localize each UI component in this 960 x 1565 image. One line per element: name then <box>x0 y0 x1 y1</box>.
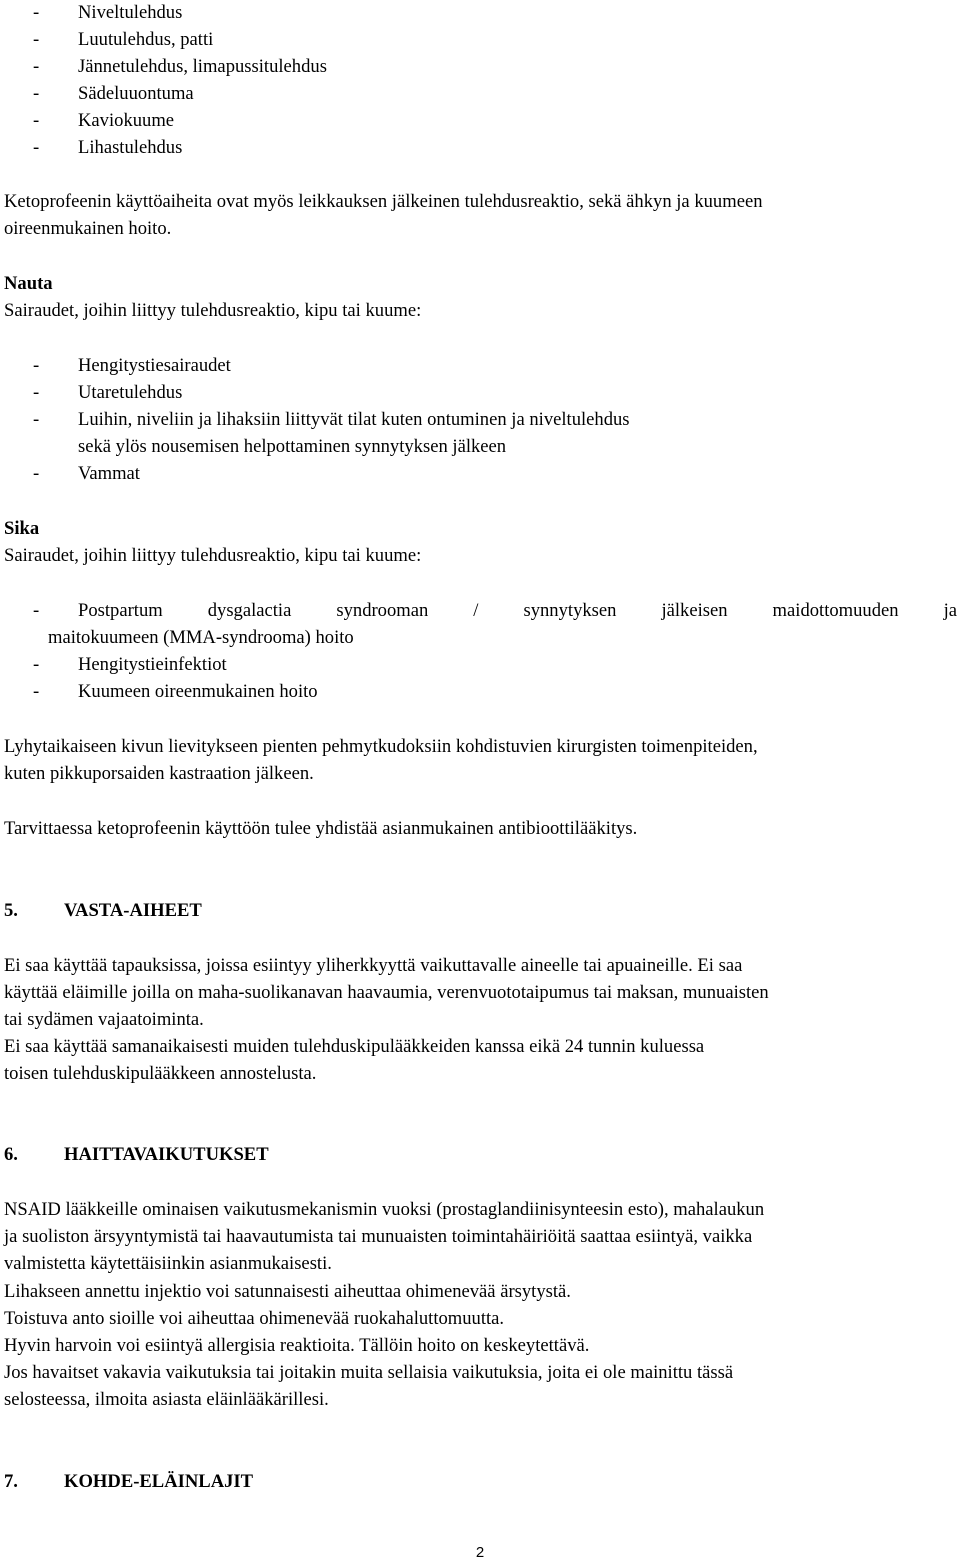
section-6-line: Jos havaitset vakavia vaikutuksia tai joitakin muita sellaisia vaikutuksia, joita ei ole mainittu tässä <box>4 1362 734 1383</box>
section-5-line: Ei saa käyttää tapauksissa, joissa esiintyy yliherkkyyttä vaikuttavalle aineelle tai apuaineille. Ei saa <box>4 955 743 976</box>
list-bullet: - <box>33 382 40 403</box>
list-bullet: - <box>33 654 40 675</box>
list-bullet: - <box>33 110 40 131</box>
section-6-line: Hyvin harvoin voi esiintyä allergisia reaktioita. Tällöin hoito on keskeytettävä. <box>4 1335 590 1356</box>
section-6-line: Lihakseen annettu injektio voi satunnaisesti aiheuttaa ohimenevää ärsytystä. <box>4 1281 571 1302</box>
page-number: 2 <box>475 1544 485 1561</box>
nauta-subtitle: Sairaudet, joihin liittyy tulehdusreaktio, kipu tai kuume: <box>4 300 422 321</box>
section-5-line: käyttää eläimille joilla on maha-suolikanavan haavaumia, verenvuototaipumus tai maksan, munuaisten <box>4 982 769 1003</box>
sika-paragraph-2: Tarvittaessa ketoprofeenin käyttöön tulee yhdistää asianmukainen antibioottilääkitys. <box>4 818 638 839</box>
section-6-line: NSAID lääkkeille ominaisen vaikutusmekanismin vuoksi (prostaglandiinisynteesin esto), mahalaukun <box>4 1199 765 1220</box>
list-item: Sädeluuontuma <box>78 83 194 104</box>
list-item: Vammat <box>78 463 140 484</box>
list-bullet: - <box>33 83 40 104</box>
list-item: Postpartum dysgalactia syndrooman / synnytyksen jälkeisen maidottomuuden ja <box>78 600 957 621</box>
sika-subtitle: Sairaudet, joihin liittyy tulehdusreaktio, kipu tai kuume: <box>4 545 422 566</box>
nauta-heading: Nauta <box>4 273 53 294</box>
list-item: Hengitystiesairaudet <box>78 355 231 376</box>
list-bullet: - <box>33 681 40 702</box>
list-item: Luutulehdus, patti <box>78 29 214 50</box>
sika-paragraph-1-line-1: Lyhytaikaiseen kivun lievitykseen pienten pehmytkudoksiin kohdistuvien kirurgisten toimenpiteiden, <box>4 736 758 757</box>
section-5-line: tai sydämen vajaatoiminta. <box>4 1009 204 1030</box>
section-7-title: KOHDE-ELÄINLAJIT <box>64 1471 254 1492</box>
list-bullet: - <box>33 2 40 23</box>
list-item-continuation: maitokuumeen (MMA-syndrooma) hoito <box>48 627 354 648</box>
section-5-line: toisen tulehduskipulääkkeen annostelusta. <box>4 1063 317 1084</box>
list-bullet: - <box>33 29 40 50</box>
list-bullet: - <box>33 409 40 430</box>
list-bullet: - <box>33 137 40 158</box>
list-item: Hengitystieinfektiot <box>78 654 227 675</box>
list-bullet: - <box>33 463 40 484</box>
list-item: Kaviokuume <box>78 110 175 131</box>
section-6-line: valmistetta käytettäisiinkin asianmukaisesti. <box>4 1253 332 1274</box>
section-6-line: ja suoliston ärsyyntymistä tai haavautumista tai munuaisten toimintahäiriöitä saattaa esiintyä, vaikka <box>4 1226 753 1247</box>
list-item: Kuumeen oireenmukainen hoito <box>78 681 318 702</box>
section-6-title: HAITTAVAIKUTUKSET <box>64 1144 269 1165</box>
list-bullet: - <box>33 600 40 621</box>
sika-paragraph-1-line-2: kuten pikkuporsaiden kastraation jälkeen. <box>4 763 314 784</box>
section-7-number: 7. <box>4 1471 18 1492</box>
list-item: Niveltulehdus <box>78 2 183 23</box>
section-5-number: 5. <box>4 900 18 921</box>
section-6-number: 6. <box>4 1144 18 1165</box>
list-bullet: - <box>33 355 40 376</box>
section-6-line: Toistuva anto sioille voi aiheuttaa ohimenevää ruokahaluttomuutta. <box>4 1308 505 1329</box>
list-item: Jännetulehdus, limapussitulehdus <box>78 56 327 77</box>
intro-line-2: oireenmukainen hoito. <box>4 218 172 239</box>
section-6-line: selosteessa, ilmoita asiasta eläinlääkärillesi. <box>4 1389 329 1410</box>
list-item: Lihastulehdus <box>78 137 183 158</box>
list-bullet: - <box>33 56 40 77</box>
section-5-title: VASTA-AIHEET <box>64 900 202 921</box>
section-5-line: Ei saa käyttää samanaikaisesti muiden tulehduskipulääkkeiden kanssa eikä 24 tunnin kuluessa <box>4 1036 705 1057</box>
sika-heading: Sika <box>4 518 40 539</box>
list-item: Utaretulehdus <box>78 382 183 403</box>
intro-line-1: Ketoprofeenin käyttöaiheita ovat myös leikkauksen jälkeinen tulehdusreaktio, sekä ähkyn ja kuumeen <box>4 191 763 212</box>
list-item-continuation: sekä ylös nousemisen helpottaminen synnytyksen jälkeen <box>78 436 507 457</box>
list-item: Luihin, niveliin ja lihaksiin liittyvät tilat kuten ontuminen ja niveltulehdus <box>78 409 630 430</box>
